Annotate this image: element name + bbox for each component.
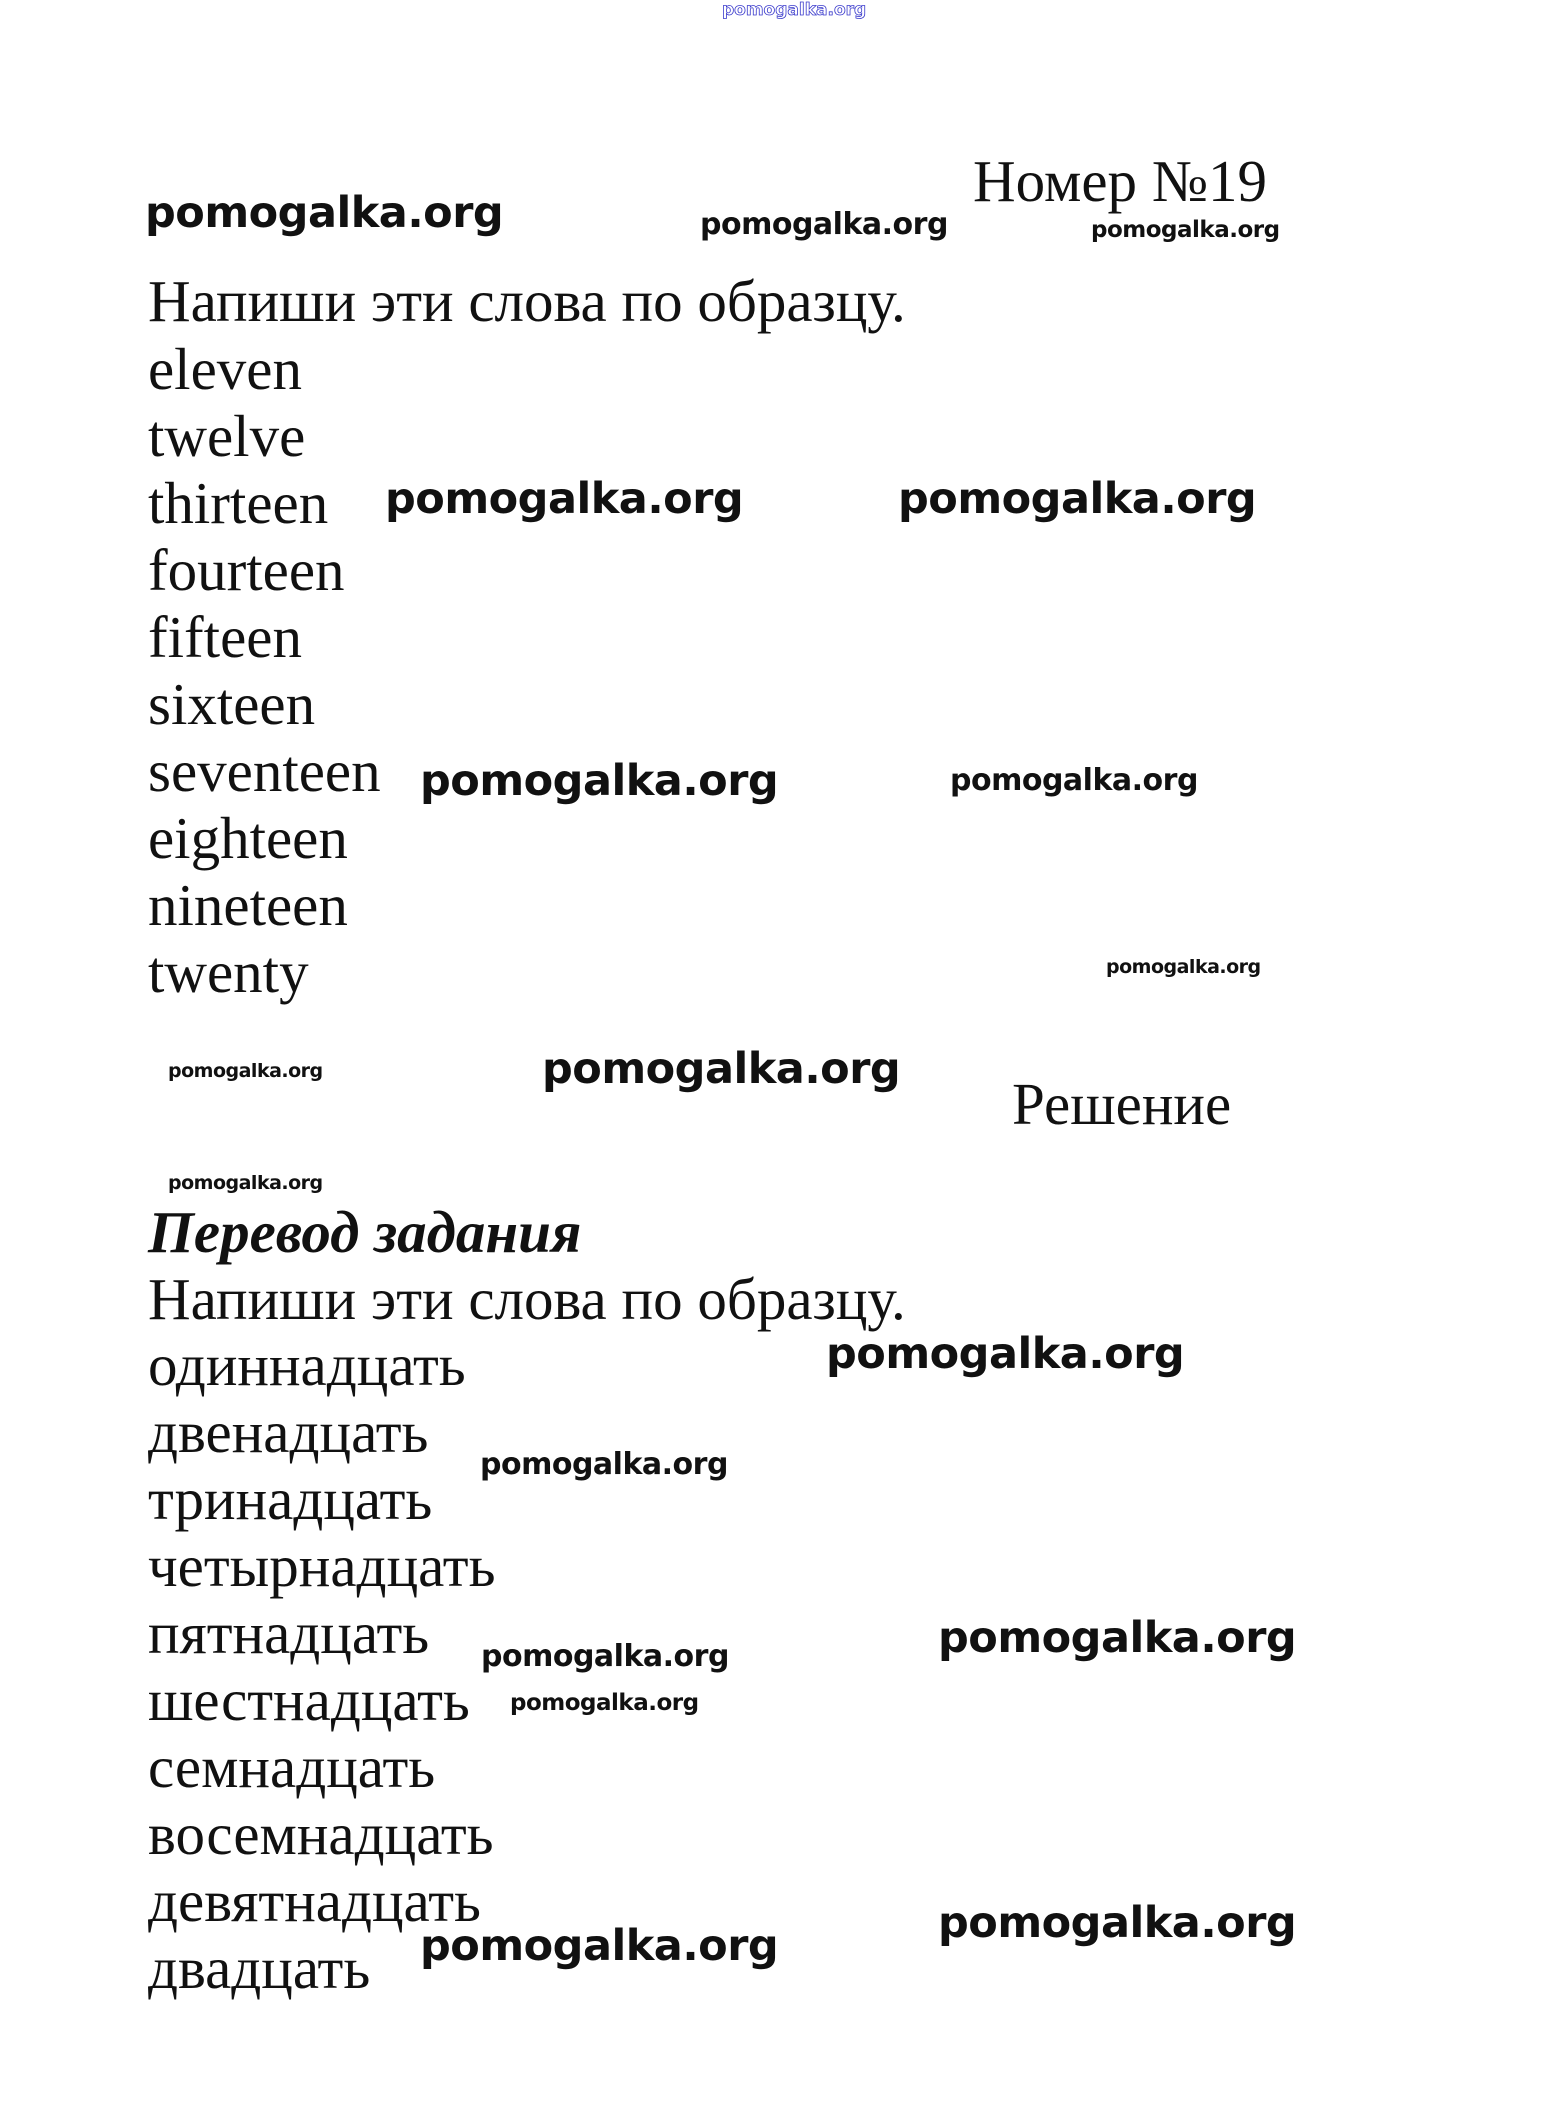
watermark: pomogalka.org [480, 1447, 728, 1482]
list-item: тринадцать [148, 1466, 433, 1532]
watermark: pomogalka.org [1091, 217, 1280, 243]
list-item: thirteen [148, 470, 329, 536]
list-item: fifteen [148, 604, 302, 670]
list-item: eleven [148, 336, 302, 402]
list-item: четырнадцать [148, 1533, 496, 1599]
watermark: pomogalka.org [950, 763, 1198, 798]
translation-heading: Перевод задания [148, 1199, 582, 1265]
solution-title: Решение [1012, 1071, 1232, 1137]
exercise-number-title: Номер №19 [973, 148, 1268, 214]
watermark: pomogalka.org [168, 1172, 323, 1194]
top-watermark: pomogalka.org [722, 0, 867, 20]
list-item: twenty [148, 939, 309, 1005]
watermark: pomogalka.org [481, 1639, 729, 1674]
list-item: восемнадцать [148, 1801, 494, 1867]
list-item: fourteen [148, 537, 345, 603]
list-item: девятнадцать [148, 1868, 481, 1934]
watermark: pomogalka.org [420, 1921, 779, 1971]
watermark: pomogalka.org [826, 1329, 1185, 1379]
list-item: seventeen [148, 738, 381, 804]
task-instruction: Напиши эти слова по образцу. [148, 268, 906, 334]
watermark: pomogalka.org [542, 1044, 901, 1094]
watermark: pomogalka.org [420, 756, 779, 806]
list-item: семнадцать [148, 1734, 436, 1800]
watermark: pomogalka.org [938, 1898, 1297, 1948]
list-item: пятнадцать [148, 1600, 430, 1666]
watermark: pomogalka.org [700, 207, 948, 242]
list-item: двадцать [148, 1935, 371, 2001]
watermark: pomogalka.org [168, 1060, 323, 1082]
list-item: sixteen [148, 671, 316, 737]
list-item: шестнадцать [148, 1667, 470, 1733]
watermark: pomogalka.org [385, 474, 744, 524]
translation-instruction: Напиши эти слова по образцу. [148, 1266, 906, 1332]
list-item: nineteen [148, 872, 348, 938]
watermark: pomogalka.org [145, 188, 504, 238]
list-item: eighteen [148, 805, 348, 871]
watermark: pomogalka.org [510, 1690, 699, 1716]
russian-word-list [148, 1332, 496, 2002]
list-item: одиннадцать [148, 1332, 466, 1398]
watermark: pomogalka.org [938, 1613, 1297, 1663]
list-item: twelve [148, 403, 306, 469]
watermark: pomogalka.org [898, 474, 1257, 524]
list-item: двенадцать [148, 1399, 429, 1465]
watermark: pomogalka.org [1106, 956, 1261, 978]
english-word-list [148, 336, 381, 1006]
